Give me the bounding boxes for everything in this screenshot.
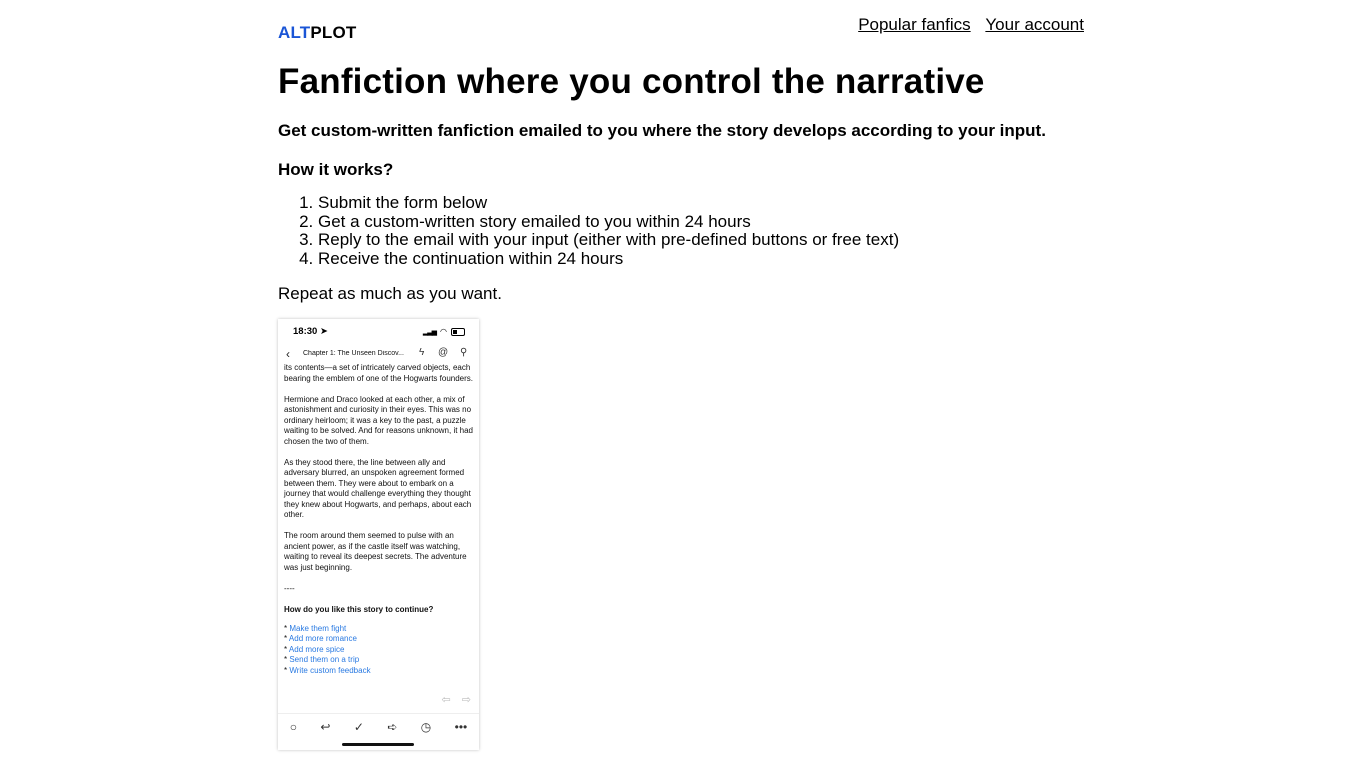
- option-link-trip[interactable]: Send them on a trip: [289, 655, 360, 664]
- option-link-spice[interactable]: Add more spice: [288, 644, 345, 654]
- step-item: 2. Get a custom-written story emailed to you within 24 hours: [318, 213, 899, 232]
- wifi-icon: ◠: [440, 327, 447, 336]
- reply-icon[interactable]: ↩: [320, 720, 331, 734]
- email-topbar: [278, 346, 479, 364]
- story-paragraph: Hermione and Draco looked at each other, a mix of astonishment and curiosity in their eyes. This was no ordinary heirloom; it was a key to the past, a puzzle waiting to be solved. And for reasons unknown, it had chosen the two of them.: [284, 394, 474, 446]
- page-subtitle: Get custom-written fanfiction emailed to you where the story develops according to your input.: [278, 121, 1046, 140]
- location-arrow-icon: ➤: [319, 326, 328, 337]
- continue-question: How do you like this story to continue?: [284, 604, 434, 614]
- lightning-icon[interactable]: ϟ: [419, 347, 425, 358]
- forward-icon[interactable]: ➪: [387, 720, 398, 734]
- pin-icon[interactable]: ⚲: [460, 347, 468, 358]
- step-item: 1. Submit the form below: [318, 194, 899, 213]
- story-paragraph: its contents—a set of intricately carved objects, each bearing the emblem of one of the Hogwarts founders.: [284, 363, 473, 383]
- page-title: Fanfiction where you control the narrative: [278, 62, 985, 101]
- clock-icon[interactable]: ◷: [420, 720, 432, 734]
- logo-plot-text: PLOT: [310, 23, 357, 42]
- more-icon[interactable]: •••: [454, 720, 468, 734]
- step-item: 3. Reply to the email with your input (either with pre-defined buttons or free text): [318, 231, 899, 250]
- option-list: [284, 624, 476, 677]
- battery-icon: [451, 328, 465, 336]
- nav-your-account[interactable]: Your account: [985, 15, 1084, 34]
- option-item: * Write custom feedback: [284, 665, 371, 675]
- status-icons: [423, 327, 465, 336]
- email-toolbar: [278, 713, 479, 737]
- steps-list: [278, 194, 899, 268]
- option-link-romance[interactable]: Add more romance: [288, 634, 357, 643]
- circle-icon[interactable]: ○: [289, 720, 297, 734]
- divider-text: ----: [284, 583, 295, 593]
- nav-popular-fanfics[interactable]: Popular fanfics: [858, 15, 971, 34]
- signal-icon: ▂▃▅: [422, 328, 437, 336]
- option-link-fight[interactable]: Make them fight: [289, 623, 347, 633]
- story-paragraph: As they stood there, the line between ally and adversary blurred, an unspoken agreement formed between them. They were about to embark on a journey that would challenge everything they thought they knew about Hogwarts, and perhaps, about each other.: [284, 457, 472, 519]
- step-item: 4. Receive the continuation within 24 hours: [318, 250, 899, 269]
- reply-arrow-icon[interactable]: ⇦: [441, 694, 451, 706]
- status-time-text: 18:30: [293, 326, 318, 337]
- option-item: * Add more spice: [284, 644, 345, 654]
- home-indicator: [342, 743, 414, 746]
- check-icon[interactable]: ✓: [353, 720, 364, 734]
- status-time: [293, 326, 328, 337]
- phone-screenshot: [278, 319, 479, 750]
- option-item: * Add more romance: [284, 634, 357, 643]
- how-it-works-heading: How it works?: [278, 160, 394, 179]
- story-paragraph: The room around them seemed to pulse with an ancient power, as if the castle itself was watching, waiting to reveal its deepest secrets. The adventure was just beginning.: [284, 531, 467, 572]
- forward-arrow-icon[interactable]: ⇨: [461, 694, 471, 706]
- option-item: * Send them on a trip: [284, 655, 360, 664]
- repeat-text: Repeat as much as you want.: [278, 284, 502, 303]
- logo-alt-text: ALT: [278, 23, 311, 42]
- option-link-feedback[interactable]: Write custom feedback: [289, 665, 371, 675]
- chapter-title: Chapter 1: The Unseen Discov...: [303, 350, 404, 357]
- at-sign-icon[interactable]: @: [438, 347, 449, 358]
- option-item: * Make them fight: [284, 623, 347, 633]
- reply-forward-arrows: [442, 693, 472, 706]
- email-body: [284, 363, 476, 676]
- logo[interactable]: [278, 23, 357, 43]
- top-nav: [848, 15, 1084, 35]
- back-chevron-icon[interactable]: ‹: [286, 347, 290, 361]
